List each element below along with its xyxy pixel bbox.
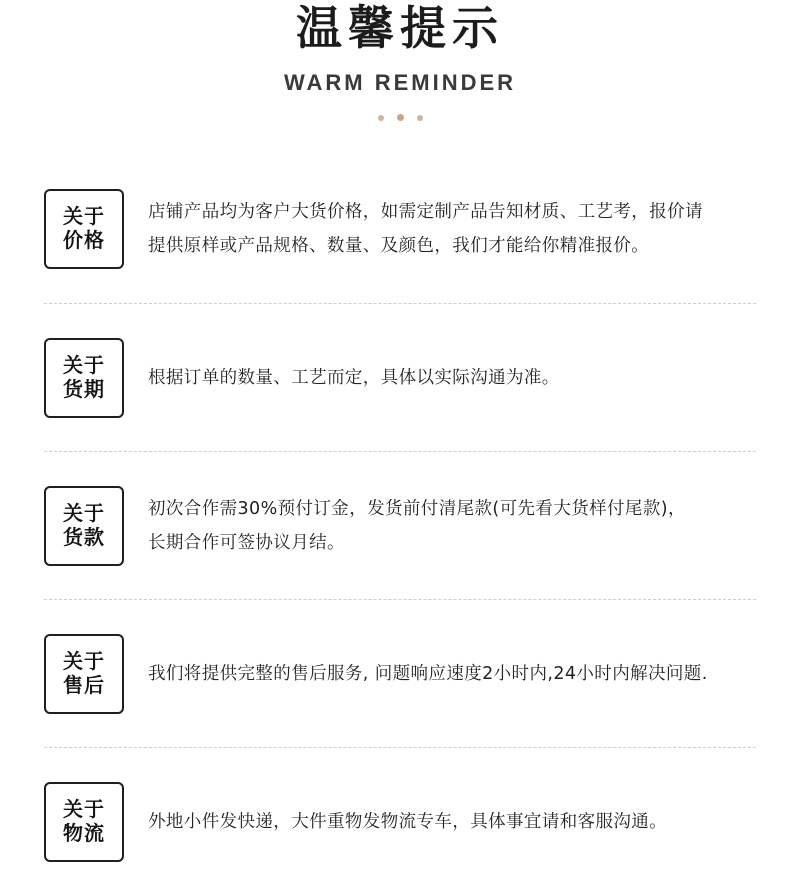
page-title-cn: 温馨提示 [296, 1, 504, 55]
dot-icon [378, 115, 384, 121]
dot-icon [417, 115, 423, 121]
section-text-payment [148, 492, 686, 560]
badge-line-1: 关于 [63, 352, 105, 377]
badge-line-2: 售后 [63, 672, 105, 697]
section-text-price [148, 195, 703, 263]
list-item [44, 451, 756, 599]
section-text-logistics [148, 805, 667, 839]
badge-line-1: 关于 [63, 796, 105, 821]
section-badge-payment [44, 486, 124, 566]
dot-separator [0, 114, 800, 121]
badge-line-2: 货期 [63, 376, 105, 401]
list-item [44, 303, 756, 451]
badge-line-2: 货款 [63, 524, 105, 549]
text-line: 我们将提供完整的售后服务, 问题响应速度2小时内,24小时内解决问题. [148, 663, 708, 684]
section-badge-price [44, 189, 124, 269]
page-header [0, 0, 800, 121]
list-item [44, 155, 756, 303]
page-title-en: WARM REMINDER [283, 70, 517, 95]
section-badge-delivery-time [44, 338, 124, 418]
badge-line-2: 物流 [63, 820, 105, 845]
badge-line-2: 价格 [63, 228, 105, 252]
text-line: 外地小件发快递，大件重物发物流专车，具体事宜请和客服沟通。 [148, 811, 668, 832]
badge-line-1: 关于 [63, 500, 105, 525]
list-item [44, 599, 756, 747]
text-line: 根据订单的数量、工艺而定，具体以实际沟通为准。 [148, 367, 560, 388]
badge-line-1: 关于 [63, 648, 105, 673]
list-item [44, 747, 756, 895]
text-line: 初次合作需30%预付订金，发货前付清尾款(可先看大货样付尾款)， [148, 498, 686, 519]
section-text-after-sales [148, 657, 708, 691]
badge-line-1: 关于 [63, 204, 105, 229]
dot-icon [397, 114, 404, 121]
section-text-delivery-time [148, 361, 560, 395]
reminder-list [0, 155, 800, 895]
text-line: 长期合作可签协议月结。 [148, 532, 345, 553]
section-badge-logistics [44, 782, 124, 862]
text-line: 店铺产品均为客户大货价格，如需定制产品告知材质、工艺考，报价请 [148, 202, 703, 222]
section-badge-after-sales [44, 634, 124, 714]
text-line: 提供原样或产品规格、数量、及颜色，我们才能给你精准报价。 [148, 236, 650, 256]
